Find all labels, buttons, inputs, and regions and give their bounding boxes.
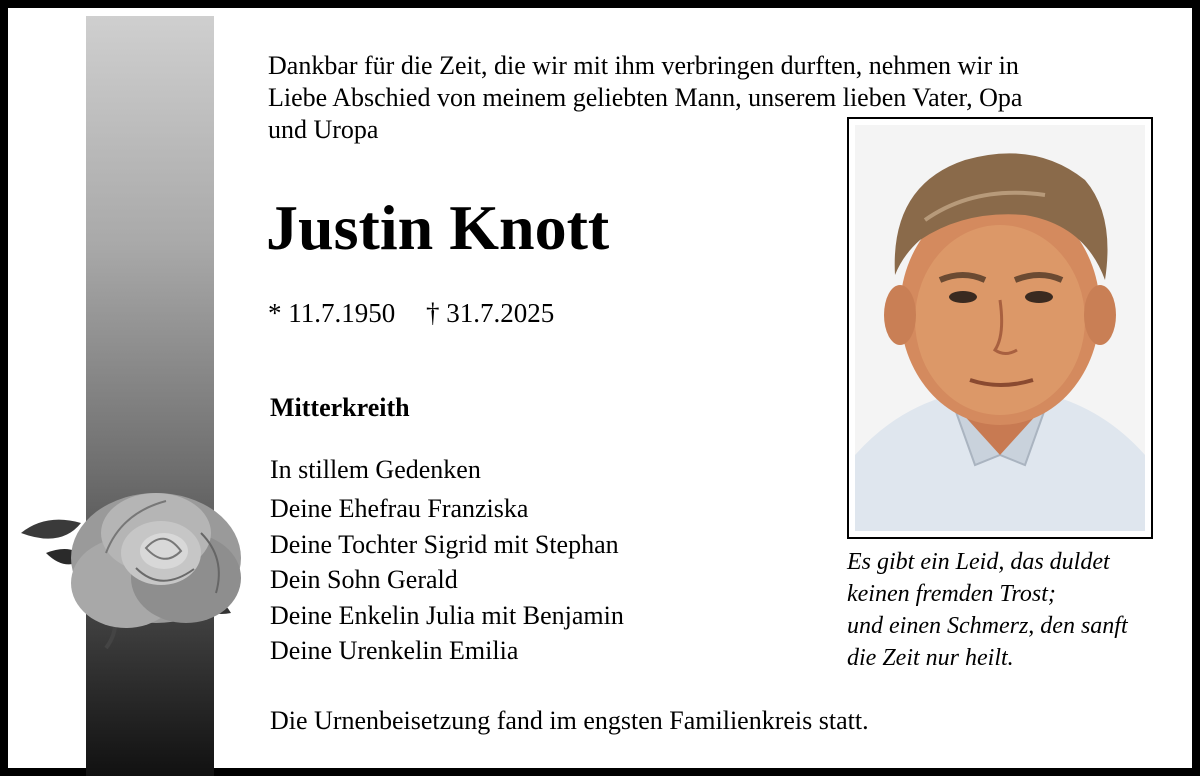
life-dates: [268, 298, 554, 329]
closing-note: Die Urnenbeisetzung fand im engsten Familienkreis statt.: [270, 706, 869, 735]
hometown: Mitterkreith: [270, 393, 410, 422]
rose-icon: [16, 473, 251, 663]
relative-line: Deine Tochter Sigrid mit Stephan: [270, 529, 619, 559]
deceased-name: Justin Knott: [266, 192, 610, 263]
relative-line: Deine Enkelin Julia mit Benjamin: [270, 600, 624, 630]
portrait-photo: [847, 117, 1153, 539]
relative-line: Deine Urenkelin Emilia: [270, 636, 519, 665]
birth-date: * 11.7.1950: [268, 298, 396, 328]
mourners-block: [270, 453, 624, 669]
relative-line: Dein Sohn Gerald: [270, 565, 458, 594]
mourning-lead: In stillem Gedenken: [270, 455, 481, 484]
intro-text: Dankbar für die Zeit, die wir mit ihm verbringen durften, nehmen wir in Liebe Abschied von meinem geliebten Mann, unserem lieben Vater, Opa und Uropa: [268, 51, 1023, 144]
quote-text: Es gibt ein Leid, das duldet keinen fremden Trost; und einen Schmerz, den sanft die Zeit nur heilt.: [847, 549, 1128, 671]
death-date: † 31.7.2025: [426, 298, 555, 328]
relative-line: Deine Ehefrau Franziska: [270, 494, 529, 523]
